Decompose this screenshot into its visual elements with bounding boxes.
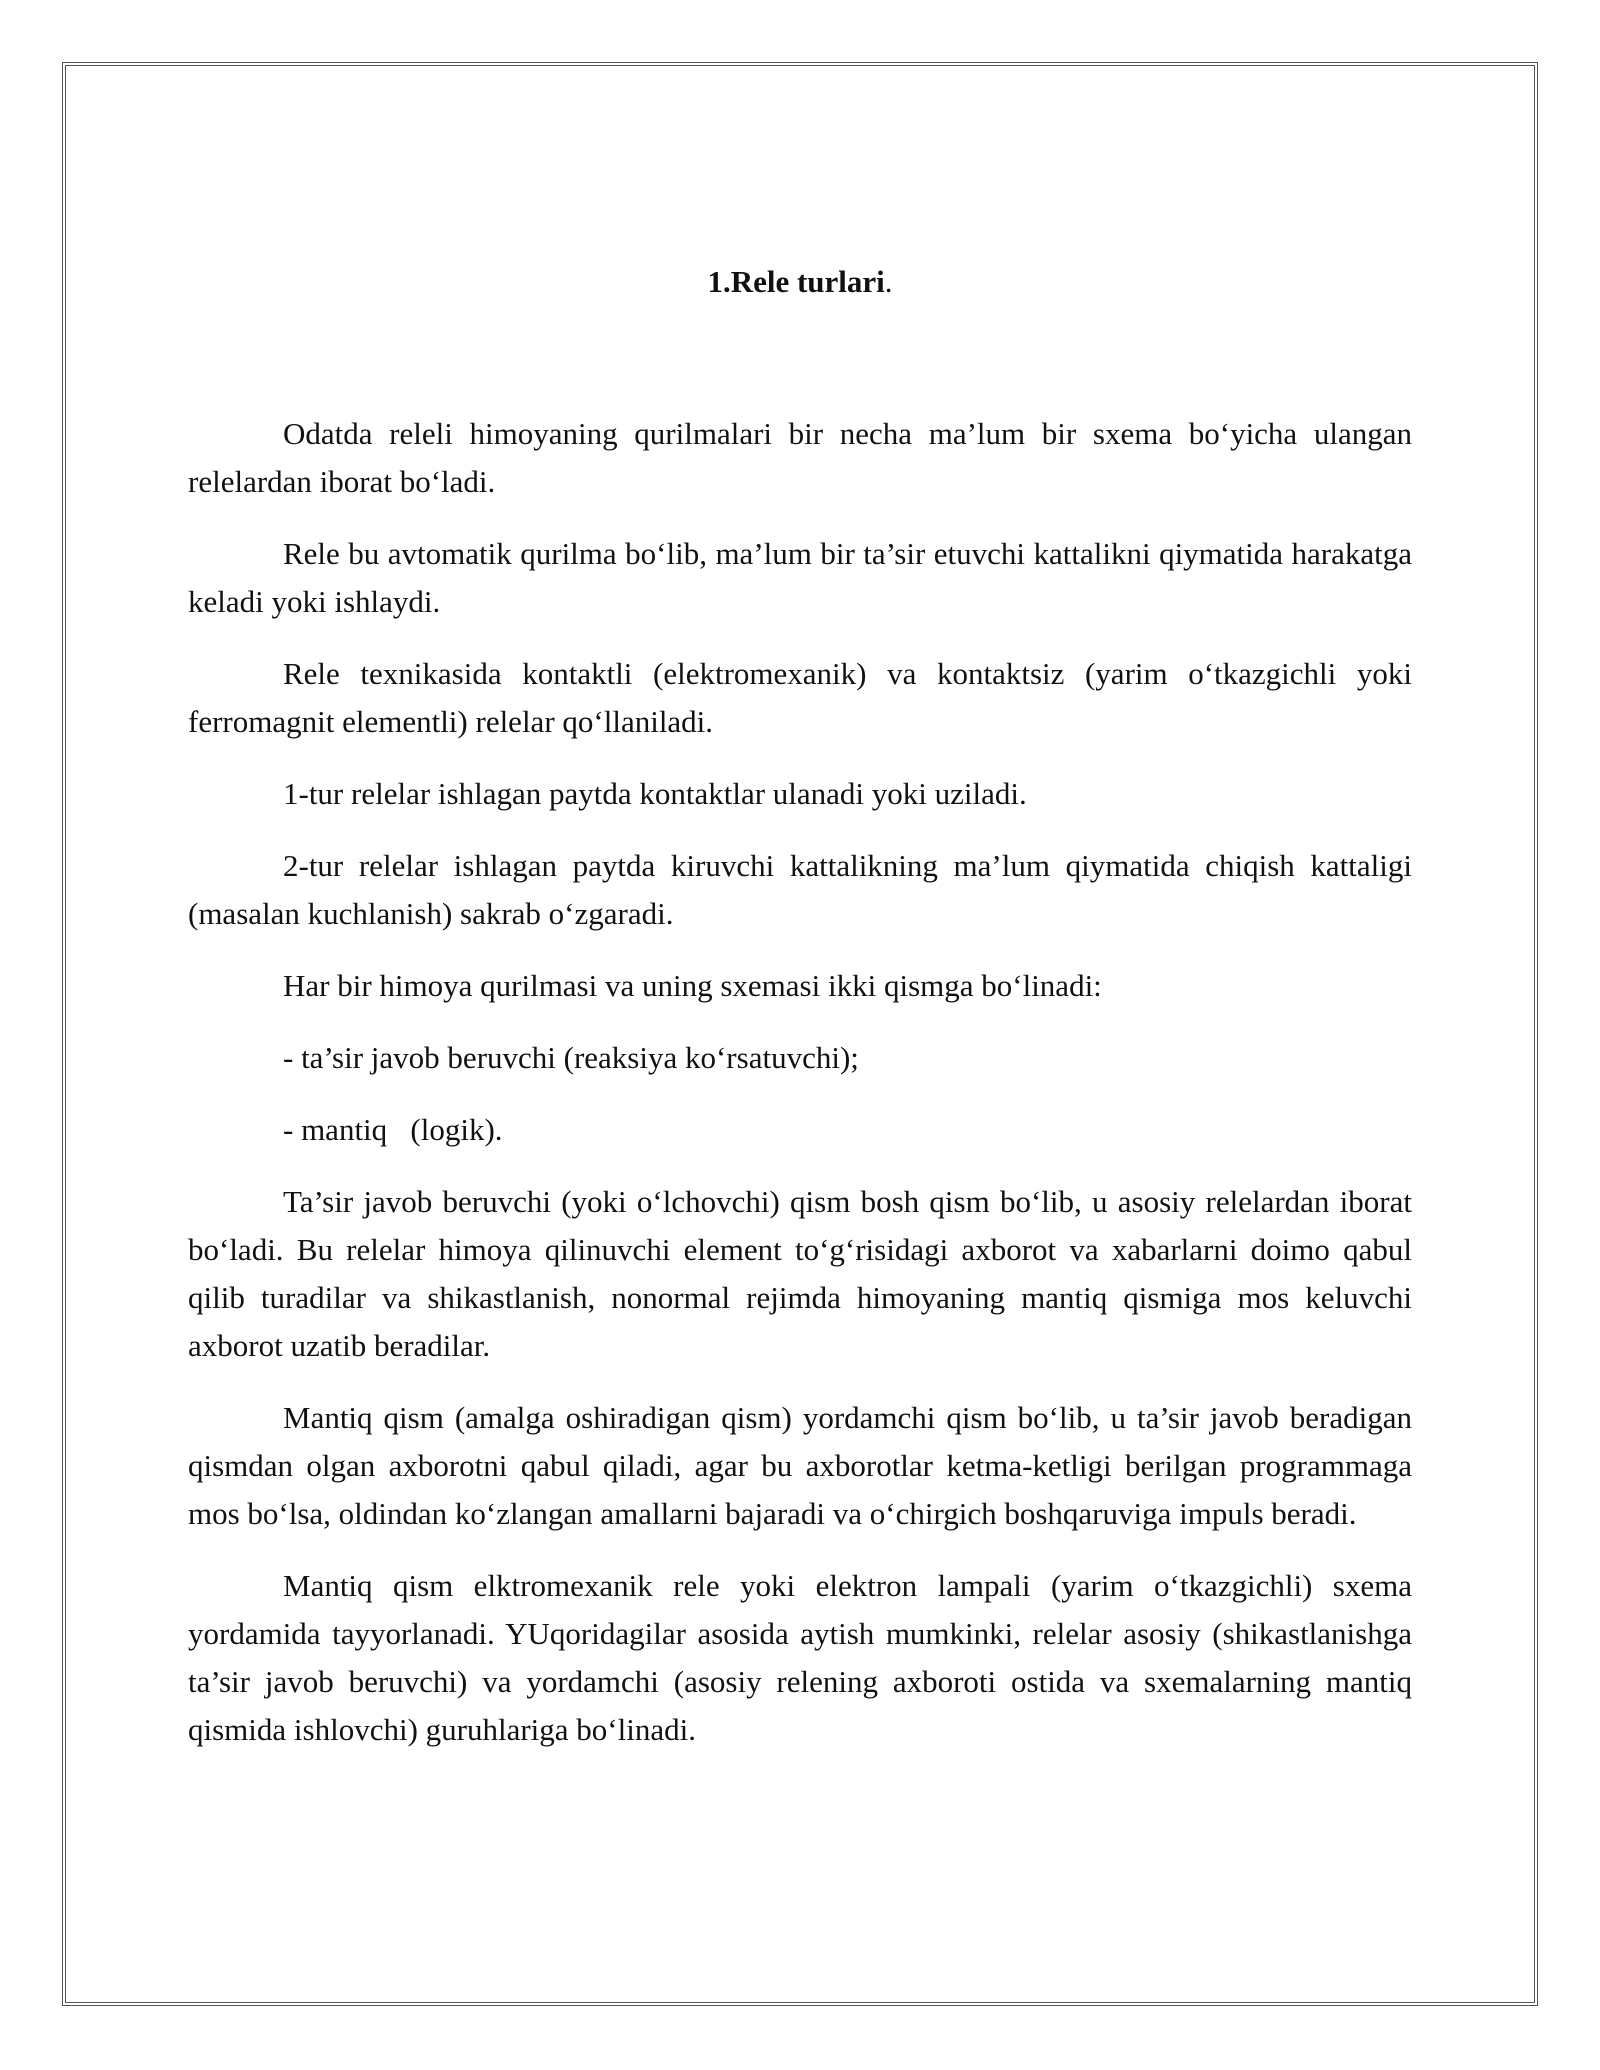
paragraph-6: Har bir himoya qurilmasi va uning sxemasi ikki qismga bo‘linadi:	[283, 968, 1102, 1003]
paragraph-3: Rele texnikasida kontaktli (elektromexanik) va kontaktsiz (yarim o‘tkazgichli yoki ferromagnit elementli) relelar qo‘llaniladi.	[188, 656, 1412, 739]
list-item-2: - mantiq (logik).	[283, 1112, 503, 1147]
title-bold-text: 1.Rele turlari	[707, 264, 885, 299]
paragraph-4: 1-tur relelar ishlagan paytda kontaktlar ulanadi yoki uziladi.	[283, 776, 1027, 811]
paragraph-9: Mantiq qism elktromexanik rele yoki elektron lampali (yarim o‘tkazgichli) sxema yordamida tayyorlanadi. YUqoridagilar asosida aytish mumkinki, relelar asosiy (shikastlanishga ta’sir javob beruvchi) va yordamchi (asosiy relening axboroti ostida va sxemalarning mantiq qismida ishlovchi) guruhlariga bo‘linadi.	[188, 1568, 1412, 1747]
paragraph-2: Rele bu avtomatik qurilma bo‘lib, ma’lum bir ta’sir etuvchi kattalikni qiymatida harakatga keladi yoki ishlaydi.	[188, 536, 1412, 619]
paragraph-8: Mantiq qism (amalga oshiradigan qism) yordamchi qism bo‘lib, u ta’sir javob beradigan qismdan olgan axborotni qabul qiladi, agar bu axborotlar ketma-ketligi berilgan programmaga mos bo‘lsa, oldindan ko‘zlangan amallarni bajaradi va o‘chirgich boshqaruviga impuls beradi.	[188, 1400, 1412, 1531]
paragraph-5: 2-tur relelar ishlagan paytda kiruvchi kattalikning ma’lum qiymatida chiqish kattaligi (masalan kuchlanish) sakrab o‘zgaradi.	[188, 848, 1412, 931]
page-title	[0, 262, 1600, 302]
paragraph-7: Ta’sir javob beruvchi (yoki o‘lchovchi) qism bosh qism bo‘lib, u asosiy relelardan iborat bo‘ladi. Bu relelar himoya qilinuvchi element to‘g‘risidagi axborot va xabarlarni doimo qabul qilib turadilar va shikastlanish, nonormal rejimda himoyaning mantiq qismiga mos keluvchi axborot uzatib beradilar.	[188, 1184, 1412, 1363]
paragraph-1: Odatda releli himoyaning qurilmalari bir necha ma’lum bir sxema bo‘yicha ulangan relelardan iborat bo‘ladi.	[188, 416, 1412, 499]
document-body	[188, 410, 1412, 1778]
title-punctuation: .	[884, 264, 893, 299]
list-item-1: - ta’sir javob beruvchi (reaksiya ko‘rsatuvchi);	[283, 1040, 859, 1075]
